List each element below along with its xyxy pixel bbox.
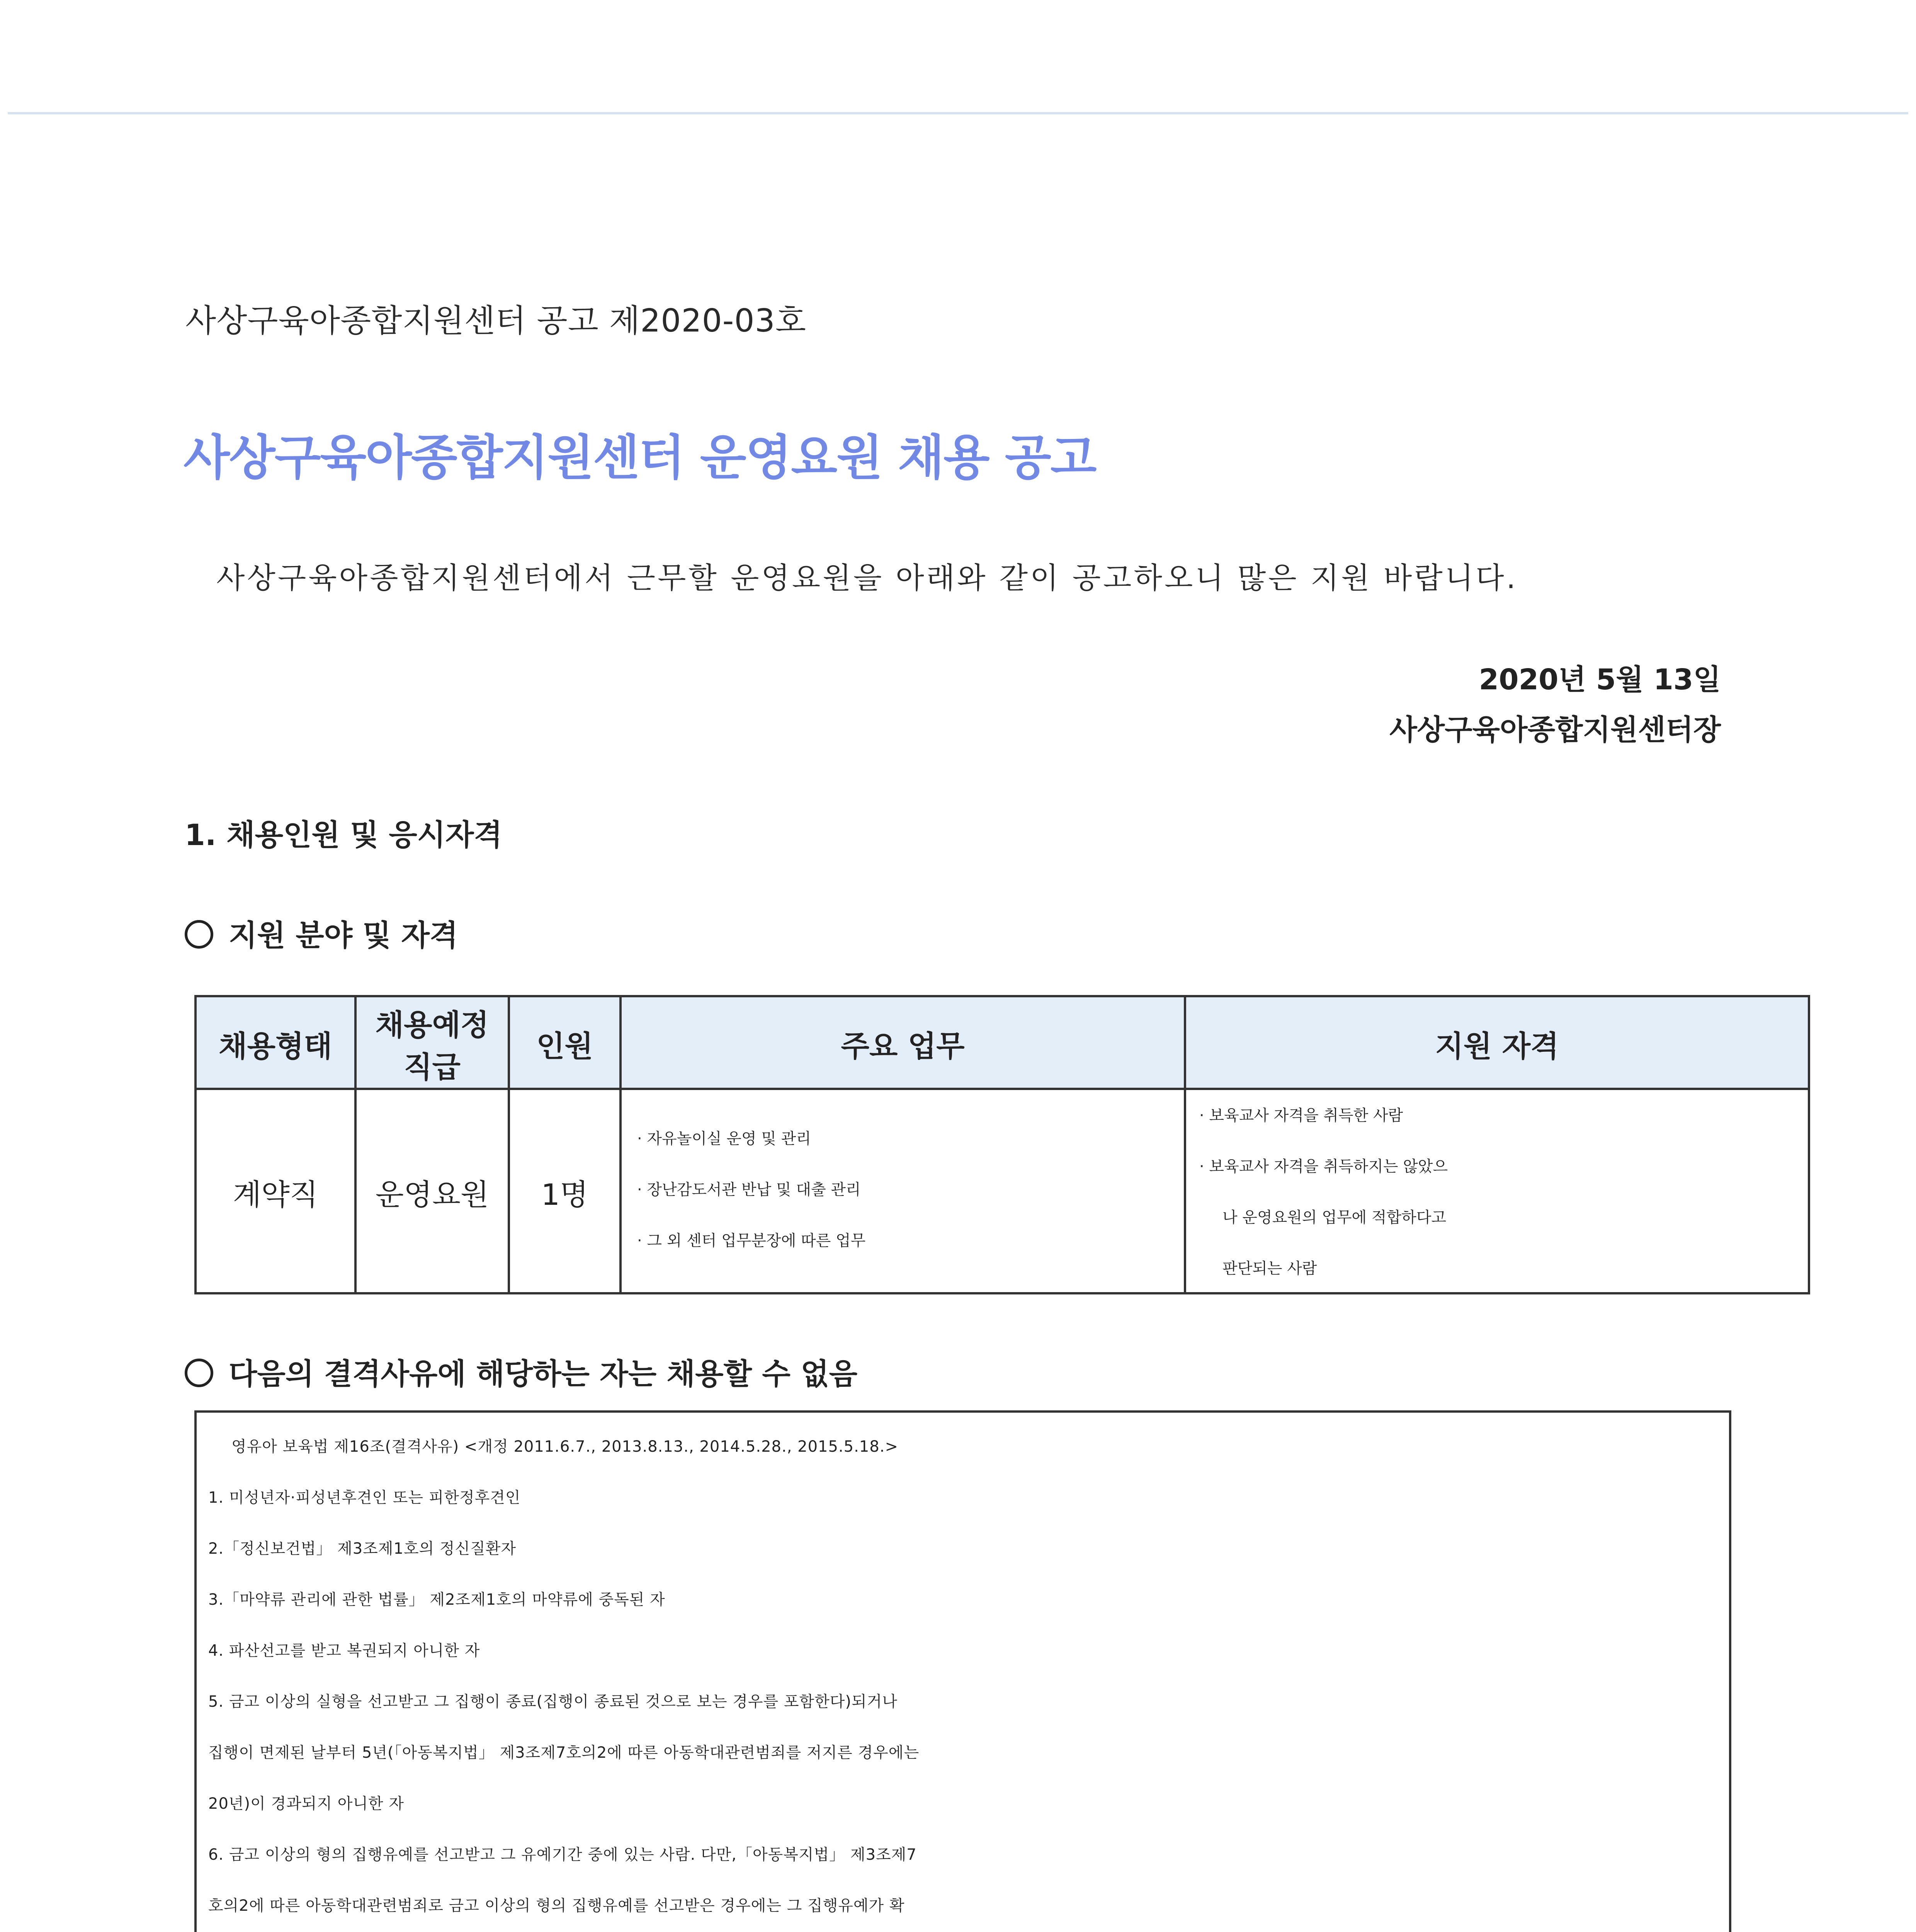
cell-position: 운영요원	[375, 1177, 489, 1212]
header-duties: 주요 업무	[841, 1029, 965, 1063]
disqualification-line: 2.「정신보건법」 제3조제1호의 정신질환자	[208, 1540, 517, 1558]
qualification-item: 나 운영요원의 업무에 적합하다고	[1222, 1209, 1447, 1226]
disqualification-line: 1. 미성년자·피성년후견인 또는 피한정후견인	[208, 1489, 521, 1507]
disqualification-line: 20년)이 경과되지 아니한 자	[208, 1795, 405, 1813]
disqualification-line: 집행이 면제된 날부터 5년(「아동복지법」 제3조제7호의2에 따른 아동학대관련범죄를 저지른 경우에는	[208, 1744, 920, 1762]
duty-item: · 장난감도서관 반납 및 대출 관리	[637, 1181, 861, 1199]
cell-count: 1명	[541, 1177, 588, 1212]
qualification-item: · 보육교사 자격을 취득하지는 않았으	[1199, 1158, 1448, 1175]
duty-item: · 그 외 센터 업무분장에 따른 업무	[637, 1232, 866, 1250]
page-title: 사상구육아종합지원센터 운영요원 채용 공고	[184, 430, 1096, 486]
notice-number: 사상구육아종합지원센터 공고 제2020-03호	[185, 303, 806, 339]
notice-date: 2020년 5월 13일	[1479, 663, 1721, 696]
circle-bullet-icon	[185, 920, 213, 949]
header-count: 인원	[536, 1029, 593, 1063]
duty-item: · 자유놀이실 운영 및 관리	[637, 1130, 811, 1148]
header-position: 채용예정 직급	[375, 1008, 489, 1084]
recruitment-table	[194, 995, 1810, 1294]
subsection-fields-label: 지원 분야 및 자격	[229, 918, 458, 952]
disqualification-line: 영유아 보육법 제16조(결격사유) <개정 2011.6.7., 2013.8.13., 2014.5.28., 2015.5.18.>	[231, 1438, 898, 1456]
section-heading: 1. 채용인원 및 응시자격	[185, 818, 502, 852]
header-type: 채용형태	[219, 1029, 332, 1063]
signer: 사상구육아종합지원센터장	[1389, 713, 1721, 747]
intro-text: 사상구육아종합지원센터에서 근무할 운영요원을 아래와 같이 공고하오니 많은 지원 바랍니다.	[216, 561, 1518, 595]
subsection-disqualifications	[185, 1350, 857, 1393]
disqualification-box	[194, 1410, 1731, 1932]
qualification-item: · 보육교사 자격을 취득한 사람	[1199, 1107, 1403, 1124]
scan-top-line	[8, 112, 1908, 114]
circle-bullet-icon	[185, 1359, 213, 1387]
cell-type: 계약직	[233, 1177, 318, 1212]
cell-qualifications	[1199, 1090, 1806, 1294]
cell-duties	[637, 1090, 1178, 1294]
disqualification-line: 5. 금고 이상의 실형을 선고받고 그 집행이 종료(집행이 종료된 것으로 보는 경우를 포함한다)되거나	[208, 1693, 898, 1711]
disqualification-line: 6. 금고 이상의 형의 집행유예를 선고받고 그 유예기간 중에 있는 사람. 다만,「아동복지법」 제3조제7	[208, 1846, 917, 1864]
subsection-disqualifications-label: 다음의 결격사유에 해당하는 자는 채용할 수 없음	[229, 1357, 858, 1391]
disqualification-line: 3.「마약류 관리에 관한 법률」 제2조제1호의 마약류에 중독된 자	[208, 1591, 665, 1609]
qualification-item: 판단되는 사람	[1222, 1260, 1317, 1277]
disqualification-line: 호의2에 따른 아동학대관련범죄로 금고 이상의 형의 집행유예를 선고받은 경우에는 그 집행유예가 확	[208, 1897, 905, 1915]
disqualification-line: 4. 파산선고를 받고 복권되지 아니한 자	[208, 1642, 480, 1660]
subsection-fields	[185, 912, 458, 954]
header-qualifications: 지원 자격	[1435, 1029, 1559, 1063]
